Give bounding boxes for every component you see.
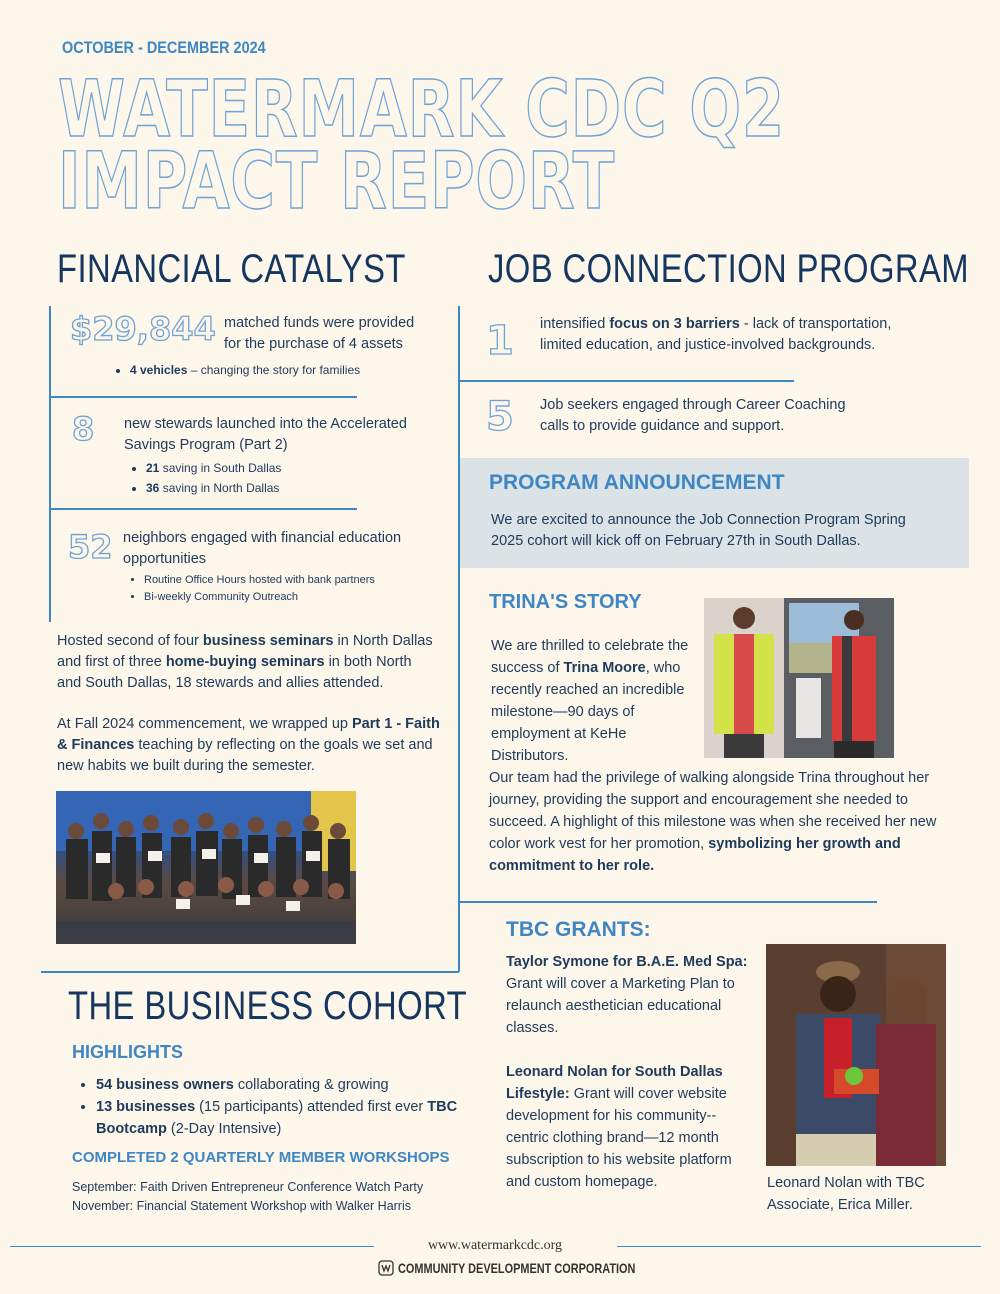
grant-leonard-nolan: Leonard Nolan for South Dallas Lifestyle: Grant will cover website development for his community--centric clothing brand—12 month subscription to his website platform and custom homepage. xyxy=(506,1064,732,1190)
list-item: • 54 business owners collaborating & growing xyxy=(96,1074,476,1096)
business-cohort-title: THE BUSINESS COHORT xyxy=(68,984,468,1028)
stat-matched-funds-number: $29,844 xyxy=(70,310,216,348)
highlights-list xyxy=(78,1074,476,1140)
trinas-story-body: Our team had the privilege of walking alongside Trina throughout her journey, providing the support and encouragement she needed to succeed. A highlight of this milestone was when she received her new color work vest for her promotion, symbolizing her growth and commitment to her role. xyxy=(489,770,937,874)
watermark-logo-icon xyxy=(378,1260,394,1276)
workshops-title: COMPLETED 2 QUARTERLY MEMBER WORKSHOPS xyxy=(72,1149,450,1166)
date-range: OCTOBER - DECEMBER 2024 xyxy=(62,38,266,57)
list-item: • 36 saving in North Dallas xyxy=(146,478,426,498)
stat-neighbors-number: 52 xyxy=(68,528,113,566)
group-photo-illustration xyxy=(56,791,356,944)
stat-job-seekers-number: 5 xyxy=(486,394,514,440)
divider xyxy=(49,396,357,398)
workshop-november: November: Financial Statement Workshop with Walker Harris xyxy=(72,1199,412,1213)
stat-job-seekers-text: Job seekers engaged through Career Coaching calls to provide guidance and support. xyxy=(540,397,846,434)
highlights-title: HIGHLIGHTS xyxy=(72,1042,183,1062)
stat-stewards-number: 8 xyxy=(72,410,95,448)
program-announcement-title: PROGRAM ANNOUNCEMENT xyxy=(489,471,785,494)
center-rule xyxy=(458,306,460,972)
job-connection-title: JOB CONNECTION PROGRAM xyxy=(488,247,970,291)
footer-url[interactable]: www.watermarkcdc.org xyxy=(427,1238,563,1253)
section-divider xyxy=(41,971,459,973)
footer-org-name: COMMUNITY DEVELOPMENT CORPORATION xyxy=(398,1260,636,1276)
tbc-grants-title: TBC GRANTS: xyxy=(506,918,651,941)
stat-barriers-text: intensified focus on 3 barriers - lack of transportation, limited education, and justice-involved backgrounds. xyxy=(540,316,892,353)
leonard-nolan-photo xyxy=(766,944,946,1166)
report-title-line2: IMPACT REPORT xyxy=(58,137,616,227)
section-divider xyxy=(460,901,877,903)
commencement-paragraph: At Fall 2024 commencement, we wrapped up Part 1 - Faith & Finances teaching by reflecting on the goals we set and new habits we built during the semester. xyxy=(57,716,440,774)
seminars-paragraph: Hosted second of four business seminars in North Dallas and first of three home-buying seminars in both North and South Dallas, 18 stewards and allies attended. xyxy=(57,633,433,691)
leonard-photo-illustration xyxy=(766,944,946,1166)
stat-matched-funds-bullets xyxy=(112,362,450,379)
trinas-story-intro: We are thrilled to celebrate the success of Trina Moore, who recently reached an incredible milestone—90 days of employment at KeHe Distributors. xyxy=(491,638,689,764)
trina-photo-illustration xyxy=(704,598,894,758)
stat-matched-funds-text: matched funds were provided for the purchase of 4 assets xyxy=(224,315,415,352)
stat-stewards-text: new stewards launched into the Accelerated Savings Program (Part 2) xyxy=(124,416,407,453)
list-item: • 4 vehicles – changing the story for families xyxy=(130,362,450,379)
list-item: • Routine Office Hours hosted with bank partners xyxy=(144,572,444,589)
stat-stewards-bullets xyxy=(128,458,426,498)
stat-neighbors-bullets xyxy=(126,572,444,606)
list-item: • 21 saving in South Dallas xyxy=(146,458,426,478)
commencement-group-photo xyxy=(56,791,356,944)
workshop-september: September: Faith Driven Entrepreneur Conference Watch Party xyxy=(72,1180,424,1194)
photo-caption: Leonard Nolan with TBC Associate, Erica Miller. xyxy=(767,1175,925,1213)
list-item: • Bi-weekly Community Outreach xyxy=(144,589,444,606)
list-item: • 13 businesses (15 participants) attended first ever TBC Bootcamp (2-Day Intensive) xyxy=(96,1096,476,1140)
trina-photo xyxy=(704,598,894,758)
grant-taylor-symone: Taylor Symone for B.A.E. Med Spa: Grant will cover a Marketing Plan to relaunch aesthetician educational classes. xyxy=(506,954,748,1036)
financial-left-rule xyxy=(49,306,51,622)
report-title-line1: WATERMARK CDC Q2 xyxy=(58,65,785,155)
trinas-story-title: TRINA'S STORY xyxy=(489,591,642,613)
program-announcement-text: We are excited to announce the Job Connection Program Spring 2025 cohort will kick off on February 27th in South Dallas. xyxy=(491,512,906,549)
divider xyxy=(49,508,357,510)
stat-barriers-number: 1 xyxy=(486,318,514,364)
footer-logo xyxy=(378,1260,638,1280)
divider xyxy=(460,380,794,382)
stat-neighbors-text: neighbors engaged with financial education opportunities xyxy=(123,530,402,567)
financial-catalyst-title: FINANCIAL CATALYST xyxy=(57,247,406,291)
